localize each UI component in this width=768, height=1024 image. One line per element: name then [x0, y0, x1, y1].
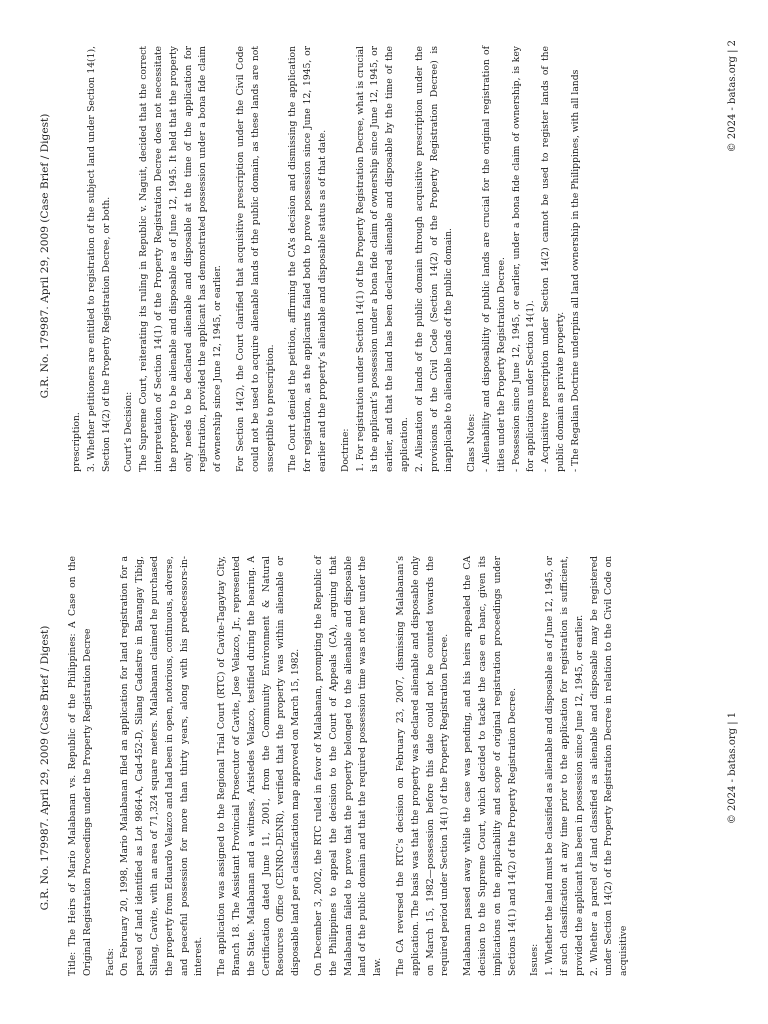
issue-3: 3. Whether petitioners are entitled to registration of the subject land under Section 14(1), Section 14(2) of the Property Registration Decree, or both.	[85, 46, 112, 472]
page-1-content	[66, 556, 632, 976]
page-2-content	[70, 46, 584, 472]
issue-2-continued: prescription.	[71, 412, 82, 472]
class-note-1: - Alienability and disposability of public lands are crucial for the original registration of titles under the Property Registration Decree.	[480, 46, 507, 472]
class-note-2: - Possession since June 12, 1945, or earlier, under a bona fide claim of ownership, is key for applications under Section 14(1).	[510, 46, 537, 472]
page-2-footer: © 2024 - batas.org | 2	[727, 40, 738, 153]
class-note-4: - The Regalian Doctrine underpins all land ownership in the Philippines, with all lands	[569, 69, 581, 472]
doctrine-1: 1. For registration under Section 14(1) of the Property Registration Decree, what is crucial is the applicant’s possession under a bona fide claim of ownership since June 12, 1945, or earlier, and that the land has been declared alienable and disposable by the time of the application.	[354, 46, 410, 472]
decision-heading: Court’s Decision:	[123, 391, 135, 472]
class-note-3: - Acquisitive prescription under Section 14(2) cannot be used to register lands of the public domain as private property.	[540, 46, 566, 472]
decision-paragraph-1: The Supreme Court, reiterating its ruling in Republic v. Naguit, decided that the correct interpretation of Section 14(1) of the Property Registration Decree does not necessitate the property to be alienable and disposable as of June 12, 1945. It held that the property only needs to be declared alienable and disposable at the time of the application for registration, provided the applicant has demonstrated possession under a bona fide claim of ownership since June 12, 1945, or earlier.	[138, 46, 224, 472]
facts-paragraph-5: Malabanan passed away while the case was pending, and his heirs appealed the CA decision to the Supreme Court, which decided to tackle the case en banc, given its implications on the applicability and scope of original registration proceedings under Sections 14(1) and 14(2) of the Property Registration Decree.	[462, 556, 518, 976]
issues-heading: Issues:	[529, 943, 541, 976]
doctrine-2: 2. Alienation of lands of the public domain through acquisitive prescription under the provisions of the Civil Code (Section 14(2) of the Property Registration Decree) is inapplicable to alienable lands of the public domain.	[413, 46, 455, 472]
class-notes-heading: Class Notes:	[466, 413, 478, 472]
facts-paragraph-4: The CA reversed the RTC’s decision on February 23, 2007, dismissing Malabanan’s application. The basis was that the property was declared alienable and disposable only on March 15, 1982—possession before this date could not be counted towards the required period under Section 14(1) of the Property Registration Decree.	[394, 556, 451, 976]
decision-paragraph-2: For Section 14(2), the Court clarified that acquisitive prescription under the Civil Code could not be used to acquire alienable lands of the public domain, as these lands are not susceptible to prescription.	[234, 46, 276, 472]
facts-paragraph-2: The application was assigned to the Regional Trial Court (RTC) of Cavite-Tagaytay City, Branch 18. The Assistant Provincial Prosecutor of Cavite, Jose Velazco, Jr., represented the State. Malabanan and a witness, Aristedes Velazco, testified during the hearing. A Certification dated June 11, 2001, from the Community Environment & Natural Resources Office (CENRO-DENR), verified that the property was within alienable or disposable land per a classification map approved on March 15, 1982.	[216, 556, 302, 976]
facts-paragraph-1: On February 20, 1998, Mario Malabanan filed an application for land registration for a parcel of land identified as Lot 9864-A, Cad-452-D, Silang Cadastre in Barangay Tibig, Silang, Cavite, with an area of 71,324 square meters. Malabanan claimed he purchased the property from Eduardo Velazco and had been in open, notorious, continuous, adverse, and peaceful possession for more than thirty years, along with his predecessors-in-interest.	[119, 556, 205, 976]
page-1-header: G.R. No. 179987. April 29, 2009 (Case Brief / Digest)	[39, 625, 51, 911]
page-1	[0, 512, 768, 1024]
decision-paragraph-3: The Court denied the petition, affirming the CA’s decision and dismissing the application for registration, as the applicants failed both to prove possession since June 12, 1945, or earlier and the property’s alienable and disposable status as of that date.	[287, 46, 328, 472]
issue-2: 2. Whether a parcel of land classified as alienable and disposable may be registered under Section 14(2) of the Property Registration Decree in relation to the Civil Code on acquisitive	[588, 556, 630, 976]
facts-paragraph-3: On December 3, 2002, the RTC ruled in favor of Malabanan, prompting the Republic of the Philippines to appeal the decision to the Court of Appeals (CA), arguing that Malabanan failed to prove that the property belonged to the alienable and disposable land of the public domain and that the required possession time was not met under the law.	[312, 556, 384, 976]
facts-heading: Facts:	[104, 948, 116, 976]
doctrine-heading: Doctrine:	[339, 428, 351, 472]
issue-1: 1. Whether the land must be classified as alienable and disposable as of June 12, 1945, or if such classification at any time prior to the application for registration is sufficient, provided the applicant has been in possession since June 12, 1945, or earlier.	[544, 556, 585, 976]
page-1-footer: © 2024 - batas.org | 1	[727, 711, 738, 825]
case-title: Title: The Heirs of Mario Malabanan vs. Republic of the Philippines: A Case on the Original Registration Proceedings under the Property Registration Decree	[67, 556, 93, 976]
page-2-header: G.R. No. 179987. April 29, 2009 (Case Brief / Digest)	[39, 113, 51, 399]
